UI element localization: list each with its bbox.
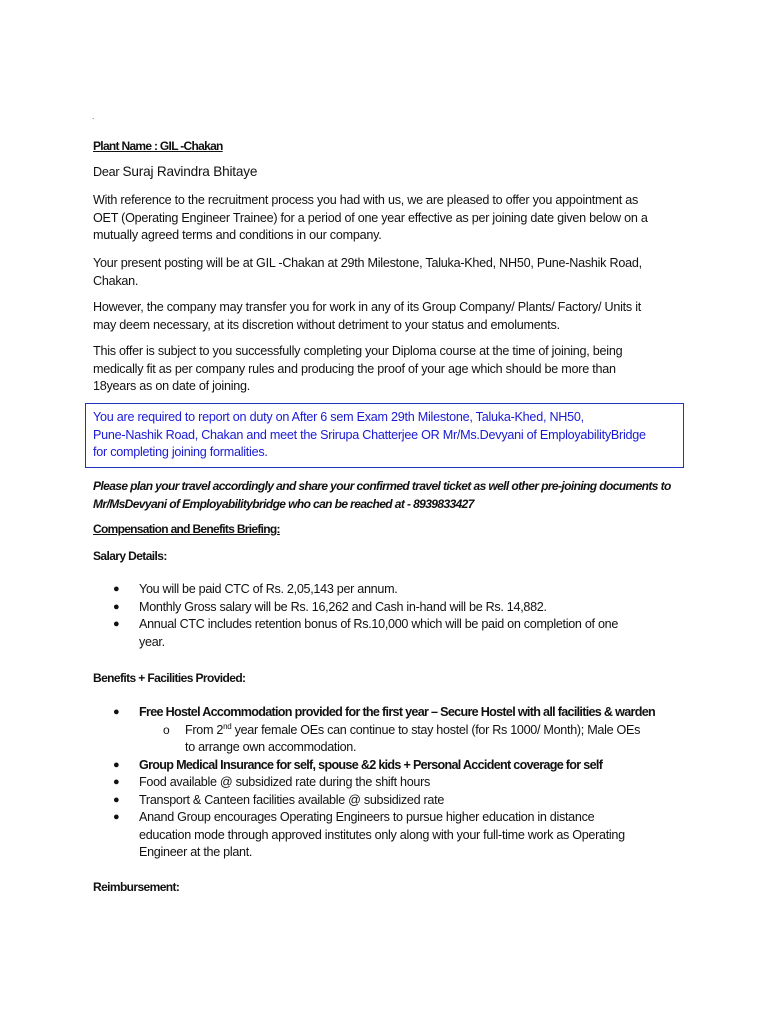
list-item-text: You will be paid CTC of Rs. 2,05,143 per annum. [139, 582, 398, 596]
list-item [93, 704, 673, 722]
list-item [93, 774, 673, 792]
bullet-icon: ● [113, 618, 120, 630]
text-line: may deem necessary, at its discretion without detriment to your status and emoluments. [93, 317, 560, 332]
bullet-icon: ● [113, 758, 120, 771]
list-item [93, 599, 663, 617]
text-line: Your present posting will be at GIL -Chakan at 29th Milestone, Taluka-Khed, NH50, Pune-Nashik Road, [93, 256, 642, 270]
travel-note [93, 478, 671, 513]
list-item-continuation [93, 844, 673, 862]
text-line: Pune-Nashik Road, Chakan and meet the Srirupa Chatterjee OR Mr/Ms.Devyani of EmployabilityBridge [93, 427, 646, 442]
list-item-text: Group Medical Insurance for self, spouse &2 kids + Personal Accident coverage for self [139, 757, 603, 772]
text-line: 18years as on date of joining. [93, 379, 251, 393]
list-item-text: Transport & Canteen facilities available @ subsidized rate [139, 792, 445, 807]
bullet-icon: ● [113, 793, 120, 806]
list-item-continuation [93, 827, 673, 845]
list-item [93, 809, 673, 827]
list-item [93, 792, 673, 810]
list-item-continuation [93, 634, 663, 652]
conditions-paragraph [93, 343, 622, 396]
candidate-name: Suraj Ravindra Bhitaye [122, 164, 258, 179]
bullet-icon: ● [113, 811, 120, 823]
list-item [93, 581, 663, 599]
bullet-icon: ● [113, 776, 120, 788]
text-line: Chakan. [93, 273, 139, 288]
reporting-instructions-box [85, 403, 684, 468]
sub-list-item-continuation [93, 739, 673, 757]
plant-name: Plant Name : GIL -Chakan [93, 139, 223, 153]
text-line: This offer is subject to you successfully completing your Diploma course at the time of joining, being [93, 344, 623, 358]
benefits-list [93, 704, 673, 862]
list-item [93, 757, 673, 775]
bullet-icon: ● [113, 583, 120, 595]
stray-mark: . [92, 112, 95, 121]
greeting: Dear [93, 165, 120, 179]
list-item-text: year. [139, 634, 165, 649]
benefits-heading: Benefits + Facilities Provided: [93, 671, 246, 685]
list-item-text: From 2nd year female OEs can continue to stay hostel (for Rs 1000/ Month); Male OEs [185, 721, 641, 737]
list-item-text: Annual CTC includes retention bonus of Rs.10,000 which will be paid on completion of one [139, 617, 619, 631]
list-item-text: Engineer at the plant. [139, 845, 253, 859]
transfer-paragraph [93, 299, 641, 334]
text-line: Mr/MsDevyani of Employabilitybridge who can be reached at - 8939833427 [93, 496, 474, 511]
reimbursement-heading: Reimbursement: [93, 880, 180, 894]
sub-list-item [93, 722, 673, 740]
bullet-icon: ● [113, 706, 120, 718]
compensation-heading: Compensation and Benefits Briefing: [93, 522, 280, 536]
intro-paragraph [93, 192, 648, 245]
greeting-line [93, 163, 257, 182]
list-item-text: Free Hostel Accommodation provided for the first year – Secure Hostel with all facilities & warden [139, 705, 655, 719]
text-line: However, the company may transfer you for work in any of its Group Company/ Plants/ Factory/ Units it [93, 300, 641, 314]
list-item-text: to arrange own accommodation. [185, 740, 357, 754]
salary-list [93, 581, 663, 651]
text-line: mutually agreed terms and conditions in our company. [93, 228, 382, 242]
list-item-text: Anand Group encourages Operating Engineers to pursue higher education in distance [139, 810, 595, 824]
list-item-text: education mode through approved institutes only along with your full-time work as Operating [139, 827, 625, 842]
text-line: for completing joining formalities. [93, 445, 268, 459]
salary-heading: Salary Details: [93, 549, 167, 563]
text-line: You are required to report on duty on After 6 sem Exam 29th Milestone, Taluka-Khed, NH50, [93, 410, 584, 424]
sub-bullet-icon: o [163, 722, 170, 737]
bullet-icon: ● [113, 600, 120, 613]
list-item [93, 616, 663, 634]
list-item-text: Food available @ subsidized rate during the shift hours [139, 775, 431, 789]
text-line: With reference to the recruitment process you had with us, we are pleased to offer you appointment as [93, 193, 639, 207]
posting-paragraph [93, 255, 642, 290]
text-line: OET (Operating Engineer Trainee) for a period of one year effective as per joining date given below on a [93, 210, 648, 225]
text-line: medically fit as per company rules and producing the proof of your age which should be more than [93, 361, 616, 376]
list-item-text: Monthly Gross salary will be Rs. 16,262 and Cash in-hand will be Rs. 14,882. [139, 599, 547, 614]
text-line: Please plan your travel accordingly and share your confirmed travel ticket as well other pre-joining documents to [93, 479, 671, 493]
